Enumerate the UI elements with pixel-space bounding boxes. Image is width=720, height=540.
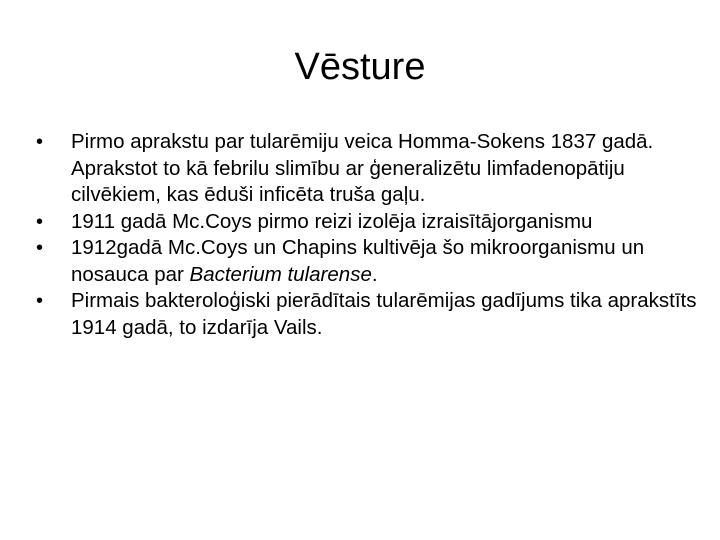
slide-title: Vēsture — [294, 46, 426, 88]
bullet-text-part: 1912gadā Mc.Coys un Chapins kultivēja šo mikroorganismu un nosauca par — [71, 236, 645, 286]
bullet-item — [30, 235, 700, 288]
bullet-icon: • — [36, 290, 44, 312]
bullet-item — [30, 209, 700, 236]
bullet-text: Pirmais bakteroloģiski pierādītais tularēmijas gadījums tika aprakstīts 1914 gadā, to izdarīja Vails. — [71, 289, 697, 339]
bullet-item — [30, 288, 700, 341]
bullet-text-part: . — [371, 262, 378, 286]
bullet-item — [30, 129, 700, 209]
bullet-icon: • — [36, 237, 44, 259]
bullet-icon: • — [36, 131, 44, 153]
bullet-list — [30, 129, 700, 341]
bullet-icon: • — [36, 210, 44, 233]
bullet-text: 1911 gadā Mc.Coys pirmo reizi izolēja izraisītājorganismu — [71, 209, 593, 233]
bullet-text-italic: Bacterium tularense — [189, 262, 372, 286]
bullet-text — [71, 235, 700, 288]
bullet-text: Pirmo aprakstu par tularēmiju veica Homma-Sokens 1837 gadā. Aprakstot to kā febrilu slimību ar ģeneralizētu limfadenopātiju cilvēkiem, kas ēduši inficēta truša gaļu. — [71, 130, 654, 206]
